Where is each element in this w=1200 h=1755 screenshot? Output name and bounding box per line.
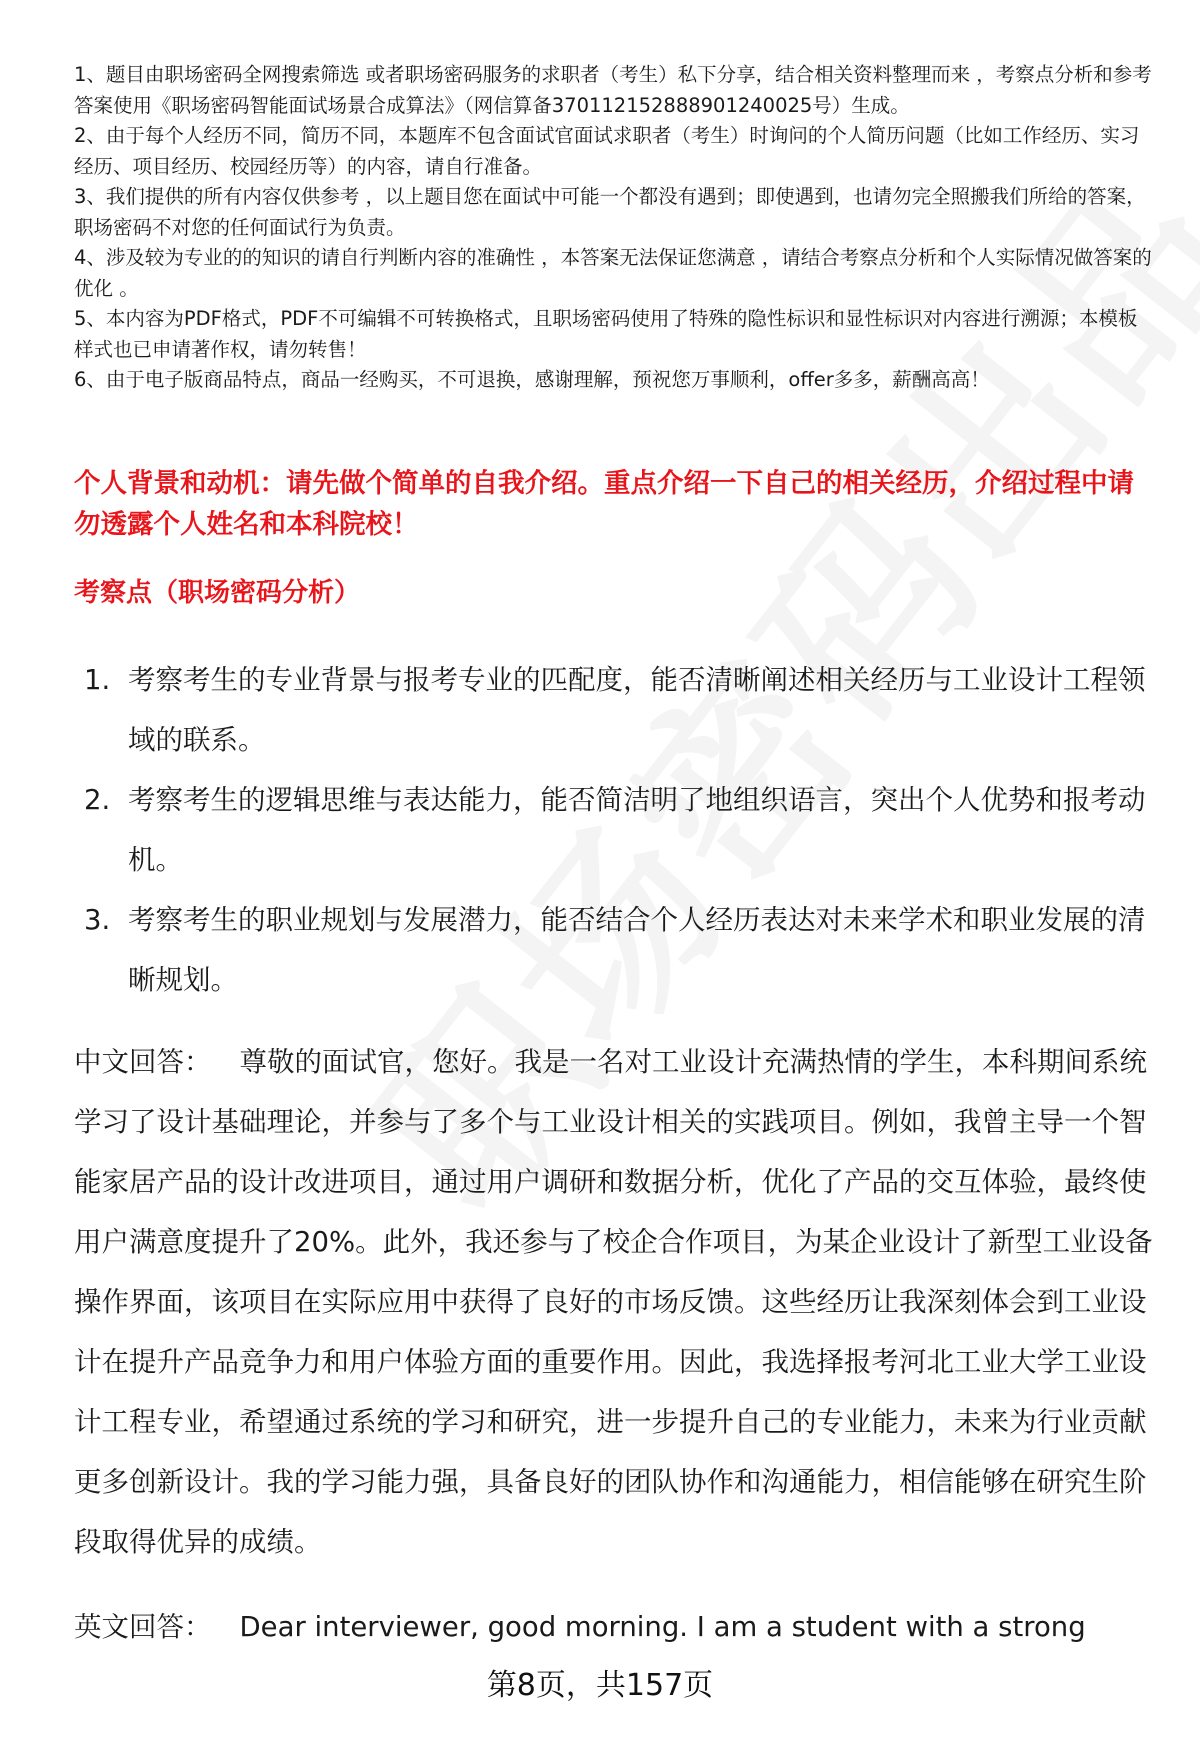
chinese-answer [74,1032,1154,1572]
note-item: 4、涉及较为专业的的知识的请自行判断内容的准确性 ，本答案无法保证您满意 ，请结合考察点分析和个人实际情况做答案的优化 。 [74,246,1152,300]
question-heading: 个人背景和动机：请先做个简单的自我介绍。重点介绍一下自己的相关经历，介绍过程中请勿透露个人姓名和本科院校！ [74,468,1134,540]
point-text: 考察考生的逻辑思维与表达能力，能否简洁明了地组织语言，突出个人优势和报考动机。 [128,784,1146,876]
note-item: 3、我们提供的所有内容仅供参考 ，以上题目您在面试中可能一个都没有遇到；即使遇到，也请勿完全照搬我们所给的答案，职场密码不对您的任何面试行为负责。 [74,185,1146,239]
analysis-points [74,650,1154,1010]
point-text: 考察考生的职业规划与发展潜力，能否结合个人经历表达对未来学术和职业发展的清晰规划。 [128,904,1146,996]
analysis-point [74,770,1154,890]
analysis-title: 考察点（职场密码分析） [74,578,361,608]
point-number: 1. [84,664,111,696]
note-item: 6、由于电子版商品特点，商品一经购买，不可退换，感谢理解，预祝您万事顺利，offer多多，薪酬高高！ [74,368,990,391]
point-text: 考察考生的专业背景与报考专业的匹配度，能否清晰阐述相关经历与工业设计工程领域的联系。 [128,664,1146,756]
english-answer-text: Dear interviewer, good morning. I am a student with a strong [239,1611,1086,1643]
note-item: 5、本内容为PDF格式，PDF不可编辑不可转换格式，且职场密码使用了特殊的隐性标识和显性标识对内容进行溯源；本模板样式也已申请著作权，请勿转售！ [74,307,1138,361]
analysis-point [74,890,1154,1010]
disclaimer-notes [74,60,1154,396]
chinese-answer-label: 中文回答： [74,1046,212,1078]
page-number: 第8页，共157页 [486,1668,714,1703]
english-answer-label: 英文回答： [74,1611,212,1643]
note-item: 2、由于每个人经历不同，简历不同，本题库不包含面试官面试求职者（考生）时询问的个人简历问题（比如工作经历、实习经历、项目经历、校园经历等）的内容，请自行准备。 [74,124,1140,178]
chinese-answer-text: 尊敬的面试官，您好。我是一名对工业设计充满热情的学生，本科期间系统学习了设计基础理论，并参与了多个与工业设计相关的实践项目。例如，我曾主导一个智能家居产品的设计改进项目，通过用户调研和数据分析，优化了产品的交互体验，最终使用户满意度提升了20%。此外，我还参与了校企合作项目，为某企业设计了新型工业设备操作界面，该项目在实际应用中获得了良好的市场反馈。这些经历让我深刻体会到工业设计在提升产品竞争力和用户体验方面的重要作用。因此，我选择报考河北工业大学工业设计工程专业，希望通过系统的学习和研究，进一步提升自己的专业能力，未来为行业贡献更多创新设计。我的学习能力强，具备良好的团队协作和沟通能力，相信能够在研究生阶段取得优异的成绩。 [74,1046,1153,1558]
english-answer [74,1597,1154,1657]
point-number: 2. [84,784,111,816]
point-number: 3. [84,904,111,936]
note-item: 1、题目由职场密码全网搜索筛选 或者职场密码服务的求职者（考生）私下分享，结合相关资料整理而来 ，考察点分析和参考答案使用《职场密码智能面试场景合成算法》（网信算备370112152888901240025号）生成。 [74,63,1152,117]
analysis-point [74,650,1154,770]
